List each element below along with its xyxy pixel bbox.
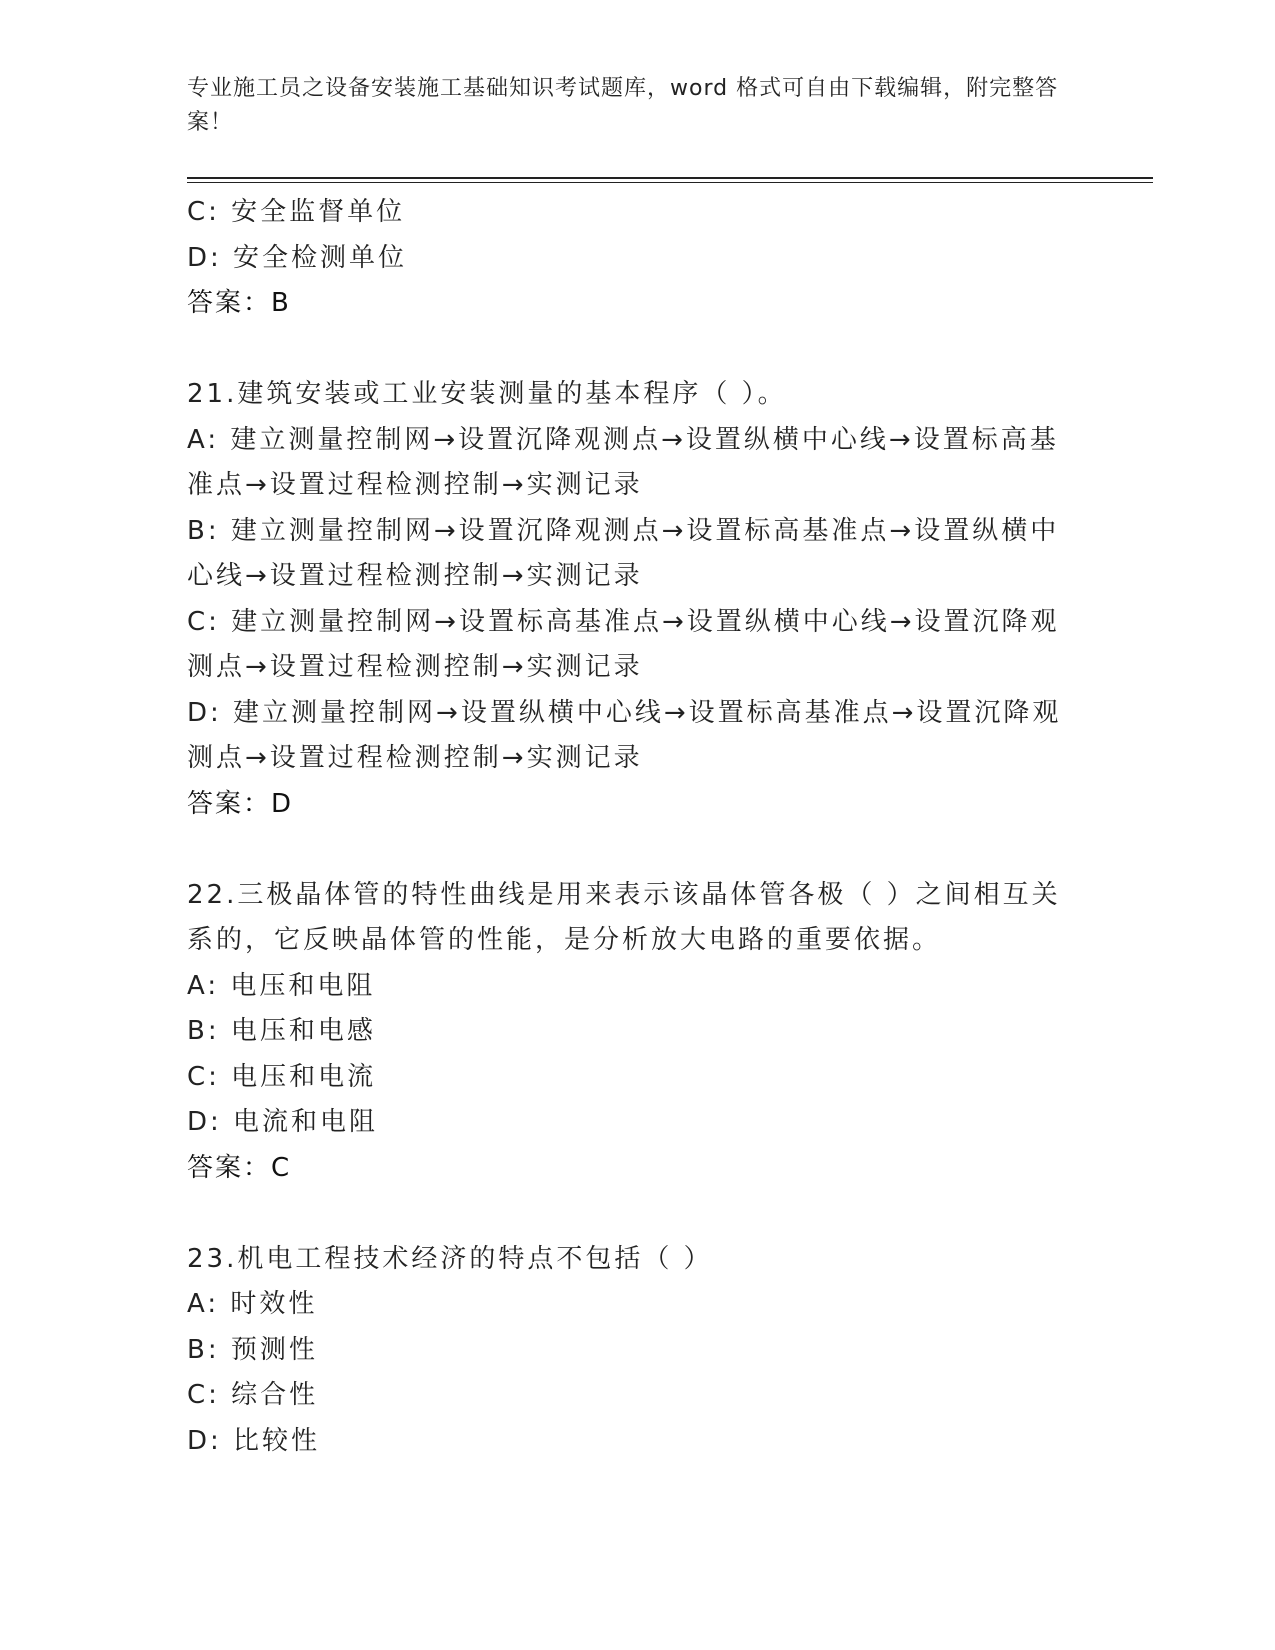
spacer	[187, 827, 1077, 873]
question-stem-22-line-2: 系的，它反映晶体管的性能，是分析放大电路的重要依据。	[187, 925, 942, 955]
option-b: B: 预测性	[187, 1334, 318, 1365]
option-c: C: 综合性	[187, 1380, 319, 1410]
option-d: D: 电流和电阻	[187, 1107, 379, 1137]
option-a-line-2: 准点→设置过程检测控制→实测记录	[187, 470, 643, 500]
question-stem-21: 21.建筑安装或工业安装测量的基本程序（ ）。	[187, 379, 787, 409]
option-b: B: 电压和电感	[187, 1016, 376, 1046]
option-d: D: 安全检测单位	[187, 242, 408, 273]
spacer	[187, 1191, 1077, 1237]
option-a: A: 电压和电阻	[187, 970, 376, 1001]
answer-line: 答案：C	[187, 1152, 292, 1183]
option-b-line-2: 心线→设置过程检测控制→实测记录	[187, 561, 643, 591]
spacer	[187, 327, 1077, 373]
header-divider-thick	[187, 177, 1153, 179]
option-b-line-1: B: 建立测量控制网→设置沉降观测点→设置标高基准点→设置纵横中	[187, 515, 1060, 546]
option-a-line-1: A: 建立测量控制网→设置沉降观测点→设置纵横中心线→设置标高基	[187, 424, 1059, 455]
document-header: 专业施工员之设备安装施工基础知识考试题库，word 格式可自由下载编辑，附完整答案！	[187, 76, 1059, 135]
answer-line: 答案：D	[187, 788, 294, 819]
question-content	[187, 190, 1077, 1464]
question-stem-22-line-1: 22.三极晶体管的特性曲线是用来表示该晶体管各极（ ）之间相互关	[187, 879, 1061, 910]
option-d-line-2: 测点→设置过程检测控制→实测记录	[187, 743, 643, 773]
option-d: D: 比较性	[187, 1425, 321, 1456]
option-d-line-1: D: 建立测量控制网→设置纵横中心线→设置标高基准点→设置沉降观	[187, 697, 1062, 728]
option-c-line-2: 测点→设置过程检测控制→实测记录	[187, 652, 643, 682]
answer-line: 答案：B	[187, 288, 291, 318]
question-stem-23: 23.机电工程技术经济的特点不包括（ ）	[187, 1243, 713, 1274]
option-c-line-1: C: 建立测量控制网→设置标高基准点→设置纵横中心线→设置沉降观	[187, 606, 1060, 637]
option-a: A: 时效性	[187, 1289, 318, 1319]
header-divider-thin	[187, 182, 1153, 183]
option-c: C: 电压和电流	[187, 1061, 377, 1092]
option-c: C: 安全监督单位	[187, 197, 406, 227]
